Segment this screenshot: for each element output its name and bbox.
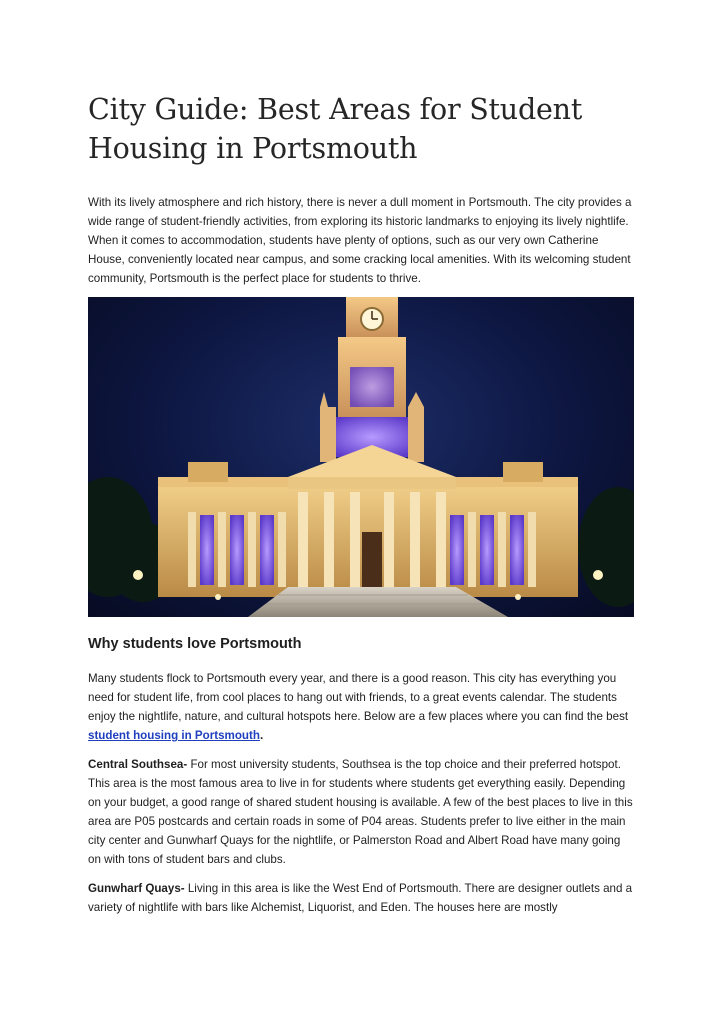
section-heading: Why students love Portsmouth — [88, 636, 302, 652]
student-housing-link[interactable]: student housing in Portsmouth — [88, 729, 260, 742]
central-southsea-lead: Central Southsea- — [88, 758, 188, 771]
gunwharf-quays-paragraph — [88, 879, 634, 917]
gunwharf-quays-text: Living in this area is like the West End of Portsmouth. There are designer outlets and a variety of nightlife with bars like Alchemist, Liquorist, and Eden. The houses here are mostly — [88, 882, 633, 914]
why-text: Many students flock to Portsmouth every year, and there is a good reason. This city has everything you need for student life, from cool places to hang out with friends, to a great events calendar. The students enjoy the nightlife, nature, and cultural hotspots here. Below are a few places where you can find the best — [88, 672, 629, 723]
why-paragraph — [88, 669, 634, 745]
intro-paragraph: With its lively atmosphere and rich history, there is never a dull moment in Portsmouth. The city provides a wide range of student-friendly activities, from exploring its historic landmarks to enjoying its lively nightlife. When it comes to accommodation, students have plenty of options, such as our very own Catherine House, conveniently located near campus, and some cracking local amenities. With its welcoming student community, Portsmouth is the perfect place for students to thrive. — [88, 196, 632, 285]
central-southsea-text: For most university students, Southsea is the top choice and their preferred hotspot. This area is the most famous area to live in for students where students get everything easily. Depending on your budget, a good range of shared student housing is available. A few of the best places to live in this area are P05 postcards and certain roads in some of P04 areas. Students prefer to live either in the main city center and Gunwharf Quays for the nightlife, or Palmerston Road and Albert Road have many going on with tons of student bars and clubs. — [88, 758, 633, 866]
page-title: City Guide: Best Areas for Student Housing in Portsmouth — [88, 93, 583, 165]
guildhall-night-photo — [88, 297, 634, 617]
clock-tower — [320, 297, 424, 462]
trees-right — [578, 487, 634, 607]
gunwharf-quays-lead: Gunwharf Quays- — [88, 882, 185, 895]
why-period: . — [259, 729, 264, 742]
central-southsea-paragraph — [88, 755, 634, 869]
document-page — [88, 90, 634, 917]
